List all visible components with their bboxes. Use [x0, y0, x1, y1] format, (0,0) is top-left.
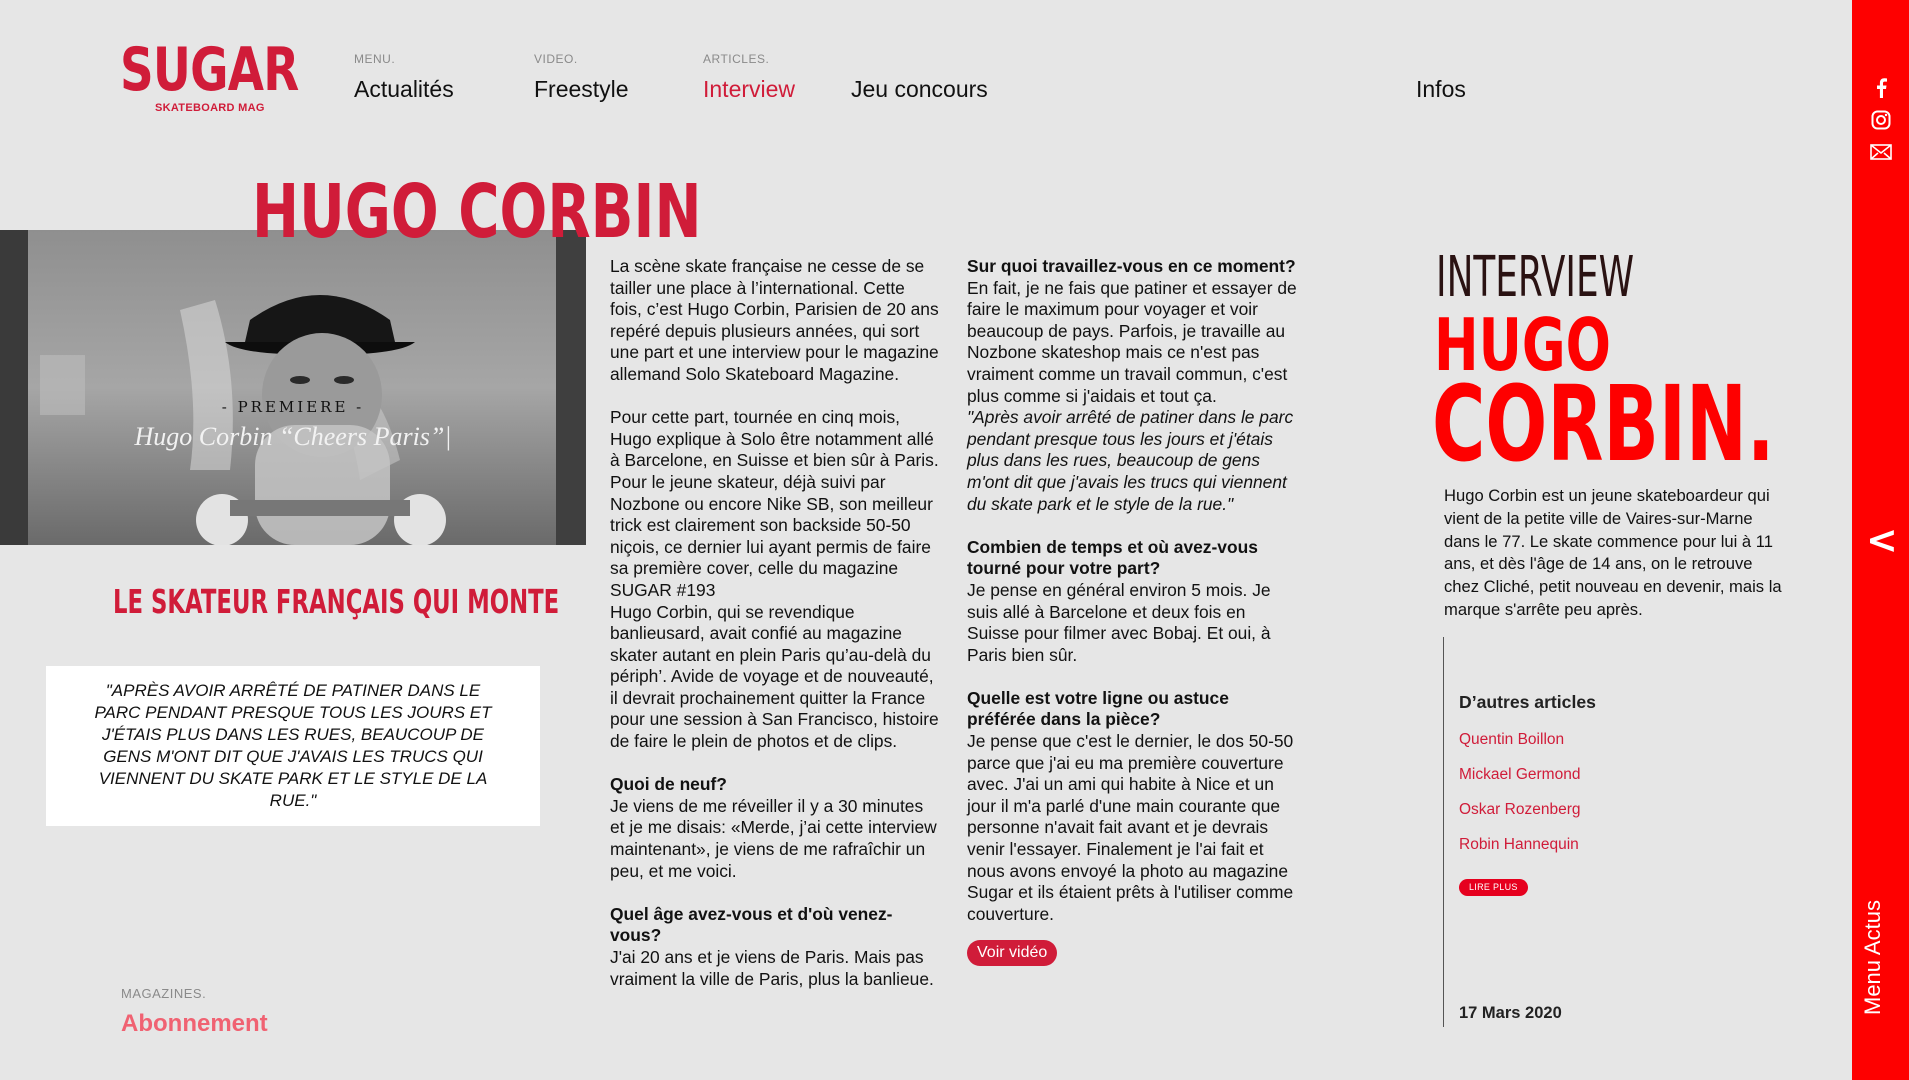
interview-answer: En fait, je ne fais que patiner et essayer de faire le maximum pour voyager et voir beaucoup de pays. Parfois, je travaille au Nozbone skateshop mais ce n'est pas vraiment comme un travail commun, c'est plus comme si j'aidais et tout ça. — [967, 277, 1297, 406]
voir-video-button[interactable]: Voir vidéo — [967, 940, 1057, 966]
mail-icon[interactable] — [1870, 141, 1892, 163]
video-title: Hugo Corbin “Cheers Paris”| — [134, 422, 452, 451]
red-sidebar — [1852, 0, 1909, 1080]
facebook-icon[interactable] — [1870, 77, 1892, 99]
nav-item-actualites — [354, 52, 454, 103]
skater-bio: Hugo Corbin est un jeune skateboardeur qui vient de la petite ville de Vaires-sur-Marne dans le 77. Le skate commence pour lui à 11 ans, et dès l'âge de 14 ans, on le retrouve chez Cliché, petit nouveau en devenir, mais la marque s'arrête peu après. — [1444, 486, 1782, 619]
nav-category-video: VIDEO. — [534, 52, 578, 66]
logo-wordmark: SUGAR — [120, 35, 299, 105]
instagram-icon[interactable] — [1870, 109, 1892, 131]
chevron-left-icon[interactable]: < — [1866, 518, 1898, 562]
logo-tagline: SKATEBOARD MAG — [155, 102, 265, 114]
article-column-1 — [610, 256, 940, 990]
article-paragraph: Pour cette part, tournée en cinq mois, Hugo explique à Solo être notamment allé à Barcelone, en Suisse et bien sûr à Paris. Pour le jeune skateur, déjà suivi par Nozbone ou encore Nike SB, son meilleur trick est clairement son backside 50-50 niçois, ce dernier lui ayant permis de faire sa première cover, celle du magazine SUGAR #193 — [610, 407, 939, 600]
other-article-link[interactable]: Robin Hannequin — [1459, 836, 1579, 853]
interview-heading: INTERVIEW — [1436, 245, 1635, 310]
nav-link-jeu-concours[interactable]: Jeu concours — [851, 76, 988, 102]
abonnement-link[interactable]: Abonnement — [121, 1010, 268, 1037]
nav-category-articles: ARTICLES. — [703, 52, 770, 66]
nav-link-interview[interactable]: Interview — [703, 76, 796, 102]
interview-answer: Je pense en général environ 5 mois. Je suis allé à Barcelone et deux fois en Suisse pour filmer avec Bobaj. Et oui, à Paris bien sûr. — [967, 579, 1271, 665]
hero-video-thumbnail[interactable] — [0, 230, 586, 545]
nav-link-actualites[interactable]: Actualités — [354, 76, 454, 102]
panel-last-name: CORBIN. — [1432, 363, 1775, 485]
magazines-category: MAGAZINES. — [121, 986, 207, 1001]
article-column-2 — [967, 256, 1299, 966]
nav-link-infos[interactable]: Infos — [1416, 76, 1466, 102]
nav-item-jeu-concours — [851, 52, 988, 103]
pull-quote: "APRÈS AVOIR ARRÊTÉ DE PATINER DANS LE PARC PENDANT PRESQUE TOUS LES JOURS ET J'ÉTAIS PLUS DANS LES RUES, BEAUCOUP DE GENS M'ONT DIT QUE J'AVAIS LES TRUCS QUI VIENNENT DU SKATE PARK ET LE STYLE DE LA RUE." — [46, 666, 540, 826]
nav-category-menu: MENU. — [354, 52, 396, 66]
interview-answer: J'ai 20 ans et je viens de Paris. Mais pas vraiment la ville de Paris, plus la banlieue. — [610, 947, 934, 989]
publish-date: 17 Mars 2020 — [1459, 1004, 1562, 1022]
panel-divider — [1443, 637, 1444, 1027]
interview-question: Quel âge avez-vous et d'où venez-vous? — [610, 903, 893, 946]
video-premiere-tag: - PREMIERE - — [221, 398, 365, 416]
other-article-link[interactable]: Mickael Germond — [1459, 766, 1581, 783]
nav-link-freestyle[interactable]: Freestyle — [534, 76, 629, 102]
sugar-logo[interactable] — [120, 35, 299, 114]
interview-question: Quoi de neuf? — [610, 774, 727, 795]
interview-question: Combien de temps et où avez-vous tourné pour votre part? — [967, 536, 1258, 579]
other-article-link[interactable]: Oskar Rozenberg — [1459, 801, 1581, 818]
lire-plus-button[interactable]: LIRE PLUS — [1459, 879, 1528, 896]
other-article-link[interactable]: Quentin Boillon — [1459, 731, 1565, 748]
other-articles-heading: D’autres articles — [1459, 692, 1596, 712]
nav-item-infos — [1416, 52, 1466, 103]
panel-first-name: HUGO — [1434, 303, 1611, 387]
interview-answer: Je viens de me réveiller il y a 30 minutes et je me disais: «Merde, j’ai cette interview maintenant», je viens de me rafraîchir un peu, et me voici. — [610, 795, 937, 881]
interview-question: Quelle est votre ligne ou astuce préférée dans la pièce? — [967, 687, 1229, 730]
menu-actus-toggle[interactable]: Menu Actus — [1860, 900, 1885, 1015]
article-paragraph: La scène skate française ne cesse de se tailler une place à l’international. Cette fois, c’est Hugo Corbin, Parisien de 20 ans repéré depuis plusieurs années, qui sort une part et une interview pour le magazine allemand Solo Skateboard Magazine. — [610, 256, 939, 384]
skater-photo-illustration — [0, 230, 586, 545]
nav-category-blank — [1416, 52, 1466, 68]
nav-category-empty — [851, 52, 988, 68]
article-paragraph: Hugo Corbin, qui se revendique banlieusard, avait confié au magazine skater autant en plein Paris qu’au-delà du périph’. Avide de voyage et de nouveauté, il devrait prochainement quitter la France pour une session à San Francisco, histoire de faire le plein de photos et de clips. — [610, 601, 939, 752]
nav-item-freestyle — [534, 52, 629, 103]
article-subtitle: LE SKATEUR FRANÇAIS QUI MONTE — [113, 582, 560, 621]
nav-item-interview — [703, 52, 795, 103]
interview-answer: Je pense que c'est le dernier, le dos 50-50 parce que j'ai eu ma première couverture avec. J'ai un ami qui habite à Nice et un jour il m'a parlé d'une main courante que personne n'avait fait avant et je devrais venir l'essayer. Finalement je l'ai fait et nous avons envoyé la photo au magazine Sugar et ils étaient prêts à l'utiliser comme couverture. — [967, 731, 1294, 924]
interview-question: Sur quoi travaillez-vous en ce moment? — [967, 256, 1296, 276]
page-title: HUGO CORBIN — [252, 169, 702, 255]
interview-answer-quote: "Après avoir arrêté de patiner dans le parc pendant presque tous les jours et j'étais plus dans les rues, beaucoup de gens m'ont dit que j'avais les trucs qui viennent du skate park et le style de la rue." — [967, 407, 1294, 514]
